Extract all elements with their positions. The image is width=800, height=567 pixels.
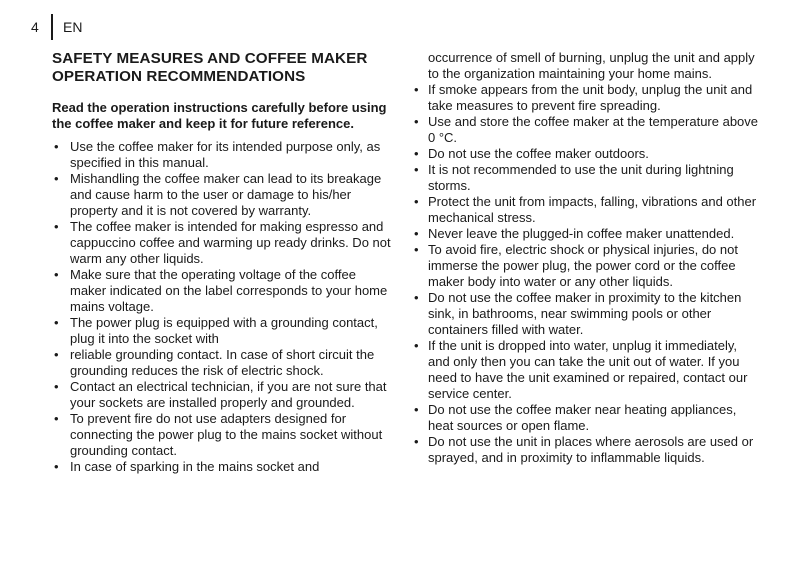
- bullet-icon: •: [54, 459, 59, 474]
- list-item: • Do not use the coffee maker outdoors.: [414, 146, 649, 161]
- list-item: • Contact an electrical technician, if you are not sure that your sockets are installed properly and grounded.: [54, 379, 387, 410]
- bullet-icon: •: [414, 82, 419, 97]
- bullet-icon: •: [414, 226, 419, 241]
- bullet-icon: •: [54, 379, 59, 394]
- list-item: • Never leave the plugged-in coffee maker unattended.: [414, 226, 735, 241]
- bullet-icon: •: [414, 242, 419, 257]
- list-item: • Make sure that the operating voltage of the coffee maker indicated on the label corresponds to your home mains voltage.: [54, 267, 388, 314]
- bullet-icon: •: [414, 162, 419, 177]
- list-item: • Mishandling the coffee maker can lead to its breakage and cause harm to the user or damage to his/her property and it is not covered by warranty.: [54, 171, 382, 218]
- continuation-text: occurrence of smell of burning, unplug the unit and apply to the organization maintaining your home mains.: [428, 50, 755, 81]
- bullet-icon: •: [414, 338, 419, 353]
- header-divider: [51, 14, 53, 40]
- list-item: • To avoid fire, electric shock or physical injuries, do not immerse the power plug, the power cord or the coffee maker body into water or any other liquids.: [414, 242, 738, 289]
- list-item: • Protect the unit from impacts, falling, vibrations and other mechanical stress.: [414, 194, 757, 225]
- list-item: • In case of sparking in the mains socket and: [54, 459, 320, 474]
- language-label: EN: [63, 19, 83, 35]
- list-item: • Do not use the coffee maker in proximity to the kitchen sink, in bathrooms, near swimming pools or other containers filled with water.: [414, 290, 742, 337]
- list-item: • The power plug is equipped with a grounding contact, plug it into the socket with: [54, 315, 378, 346]
- bullet-icon: •: [54, 347, 59, 362]
- left-column: [52, 50, 392, 475]
- bullet-icon: •: [54, 411, 59, 426]
- bullet-icon: •: [414, 146, 419, 161]
- page-number: 4: [31, 19, 39, 35]
- list-item: • The coffee maker is intended for making espresso and cappuccino coffee and warming up ready drinks. Do not warm any other liquids.: [54, 219, 391, 266]
- bullet-icon: •: [414, 434, 419, 449]
- left-safety-list: [52, 139, 392, 475]
- list-item: • Do not use the coffee maker near heating appliances, heat sources or open flame.: [414, 402, 737, 433]
- bullet-icon: •: [54, 219, 59, 234]
- bullet-icon: •: [54, 267, 59, 282]
- bullet-icon: •: [414, 402, 419, 417]
- list-item: • reliable grounding contact. In case of short circuit the grounding reduces the risk of electric shock.: [54, 347, 375, 378]
- list-item: • Do not use the unit in places where aerosols are used or sprayed, and in proximity to inflammable liquids.: [414, 434, 754, 465]
- right-safety-list: [414, 82, 759, 466]
- list-item: • If smoke appears from the unit body, unplug the unit and take measures to prevent fire spreading.: [414, 82, 753, 113]
- intro-paragraph: Read the operation instructions carefully before using the coffee maker and keep it for future reference.: [52, 100, 387, 131]
- list-item: • Use and store the coffee maker at the temperature above 0 °C.: [414, 114, 759, 145]
- right-column: [414, 50, 759, 466]
- bullet-icon: •: [414, 194, 419, 209]
- bullet-icon: •: [414, 114, 419, 129]
- page-header: [31, 14, 82, 40]
- list-item: • If the unit is dropped into water, unplug it immediately, and only then you can take the unit out of water. If you need to have the unit examined or repaired, contact our service center.: [414, 338, 748, 401]
- list-item: • To prevent fire do not use adapters designed for connecting the power plug to the mains socket without grounding contact.: [54, 411, 383, 458]
- list-item: • It is not recommended to use the unit during lightning storms.: [414, 162, 734, 193]
- bullet-icon: •: [54, 315, 59, 330]
- section-title: SAFETY MEASURES AND COFFEE MAKER OPERATION RECOMMENDATIONS: [52, 50, 368, 85]
- list-item: • Use the coffee maker for its intended purpose only, as specified in this manual.: [54, 139, 381, 170]
- bullet-icon: •: [54, 171, 59, 186]
- bullet-icon: •: [54, 139, 59, 154]
- bullet-icon: •: [414, 290, 419, 305]
